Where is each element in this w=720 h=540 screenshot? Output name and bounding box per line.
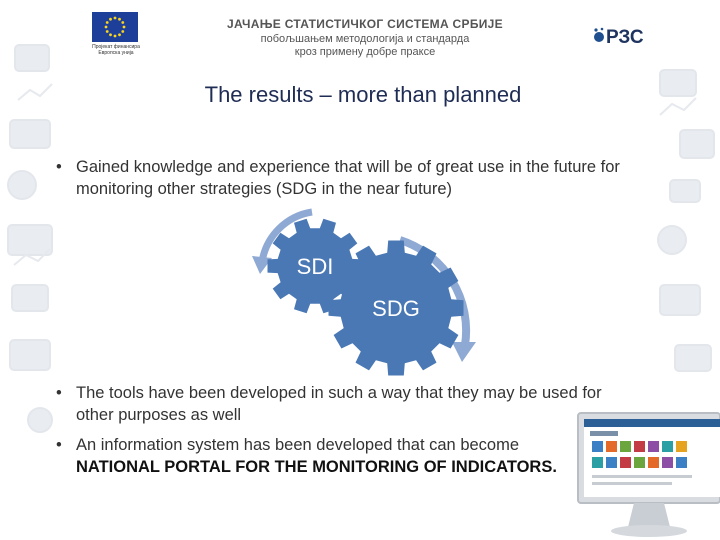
gear-sdg-label: SDG [372,296,420,321]
gear-sdi-label: SDI [296,254,334,279]
project-title: ЈАЧАЊЕ СТАТИСТИЧКОГ СИСТЕМА СРБИЈЕ [227,17,503,31]
bullet-3-text: An information system has been developed that can become [76,436,520,454]
bullet-marker: • [56,158,62,176]
project-subtitle-line-1: побољшањем методологија и стандарда [260,33,470,45]
rzs-logo-text: РЗС [606,27,644,48]
bullet-3-emphasis: NATIONAL PORTAL FOR THE MONITORING OF INDICATORS. [76,458,557,476]
monitor-illustration [568,405,720,540]
slide-title: The results – more than planned [204,82,522,107]
rzs-logo [592,22,662,48]
eu-flag-logo [92,12,138,42]
bullet-3 [56,434,576,478]
bullet-1-text: Gained knowledge and experience that will be of great use in the future for monitoring other strategies (SDG in the near future) [76,158,620,198]
bullet-2 [56,382,621,426]
bullet-marker: • [56,384,62,402]
project-subtitle [205,33,525,59]
bullet-marker: • [56,436,62,454]
header [0,0,720,70]
eu-caption: Пројекат финансира Европска унија [92,44,140,56]
cycle-arrow-large-head [452,342,476,362]
project-subtitle-line-2: кроз примену добре праксе [294,46,436,58]
bullet-2-text: The tools have been developed in such a way that they may be used for other purposes as well [76,384,602,424]
bullet-1 [56,156,636,200]
